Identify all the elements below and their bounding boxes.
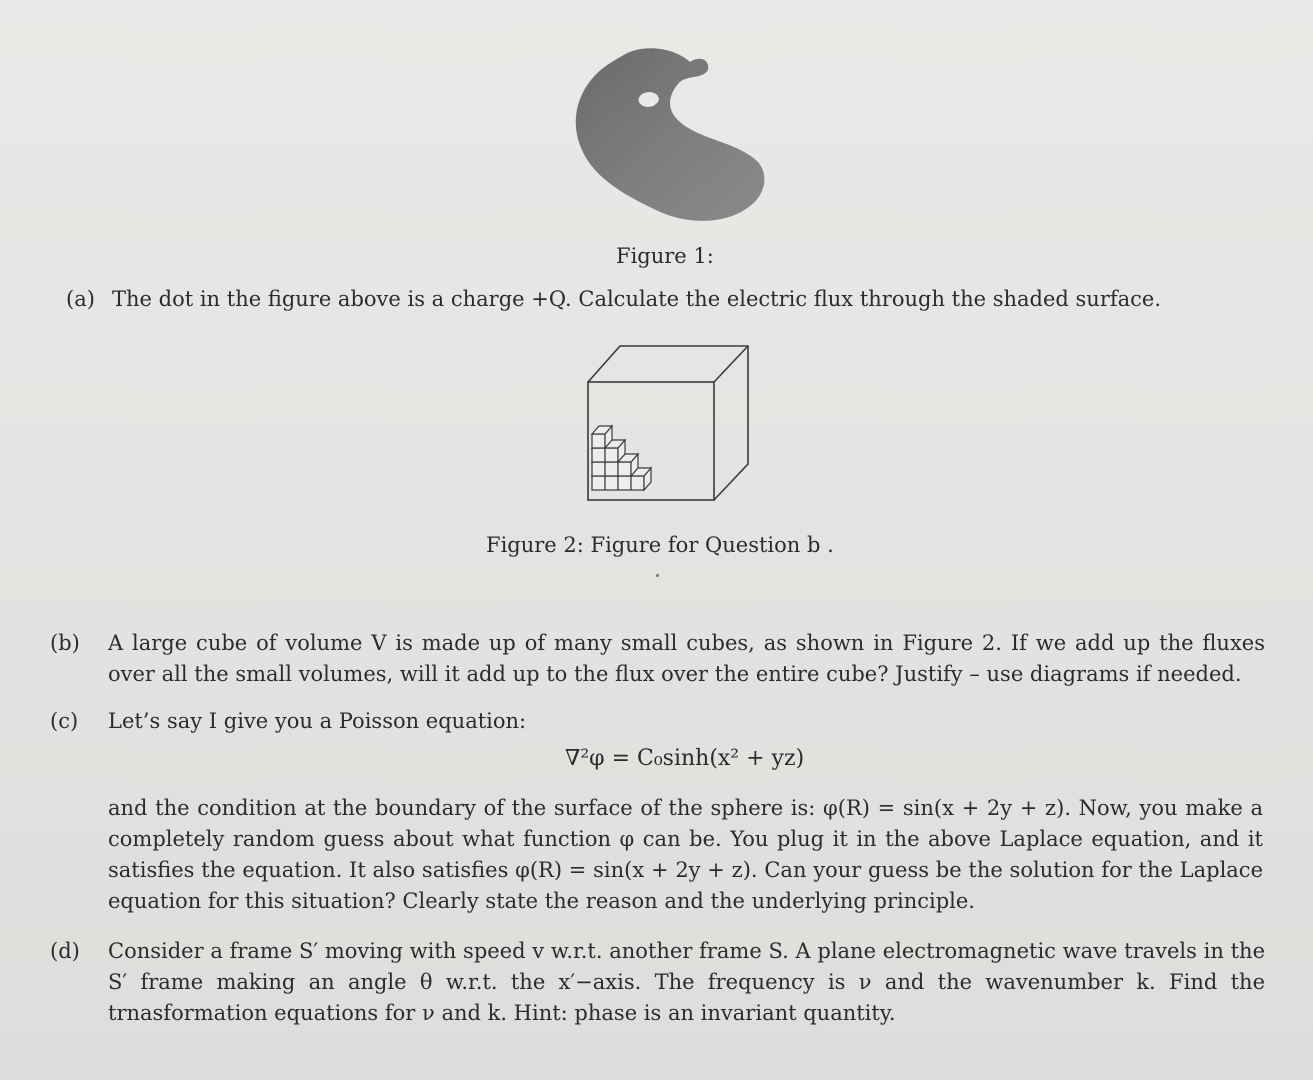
question-d: [50, 936, 1265, 1029]
figure-1-caption: Figure 1:: [616, 244, 714, 268]
question-b: [50, 628, 1265, 690]
question-c-intro: Let’s say I give you a Poisson equation:: [108, 709, 527, 733]
question-c: [50, 706, 1265, 737]
question-a-label: (a): [66, 287, 95, 311]
small-cubes: [592, 426, 651, 490]
question-d-label: (d): [50, 939, 80, 963]
question-b-label: (b): [50, 631, 80, 655]
speck: [656, 574, 659, 577]
figure-2-cube: [580, 338, 760, 506]
question-a: [66, 284, 1266, 315]
charge-dot: [650, 102, 654, 106]
question-d-text: Consider a frame S′ moving with speed v w.r.t. another frame S. A plane electromagnetic wave travels in the S′ frame making an angle θ w.r.t. the x′−axis. The frequency is ν and the wavenumber k. Find the trnasformation equations for ν and k. Hint: phase is an invariant quantity.: [108, 939, 1265, 1025]
figure-2-caption: Figure 2: Figure for Question b .: [486, 533, 834, 557]
poisson-equation: ∇²φ = C₀sinh(x² + yz): [565, 746, 805, 771]
figure-1-shaded-surface: [560, 36, 780, 241]
shaded-surface-shape: [576, 48, 765, 221]
question-c-text: and the condition at the boundary of the surface of the sphere is: φ(R) = sin(x + 2y + z). Now, you make a completely random guess about what function φ can be. You plug it in the above Laplace equation, and it satisfies the equation. It also satisfies φ(R) = sin(x + 2y + z). Can your guess be the solution for the Laplace equation for this situation? Clearly state the reason and the underlying principle.: [108, 796, 1263, 913]
question-a-text: The dot in the figure above is a charge +Q. Calculate the electric flux through the shaded surface.: [112, 287, 1162, 311]
question-b-text: A large cube of volume V is made up of many small cubes, as shown in Figure 2. If we add up the fluxes over all the small volumes, will it add up to the flux over the entire cube? Justify – use diagrams if needed.: [108, 631, 1265, 686]
question-c-label: (c): [50, 709, 79, 733]
